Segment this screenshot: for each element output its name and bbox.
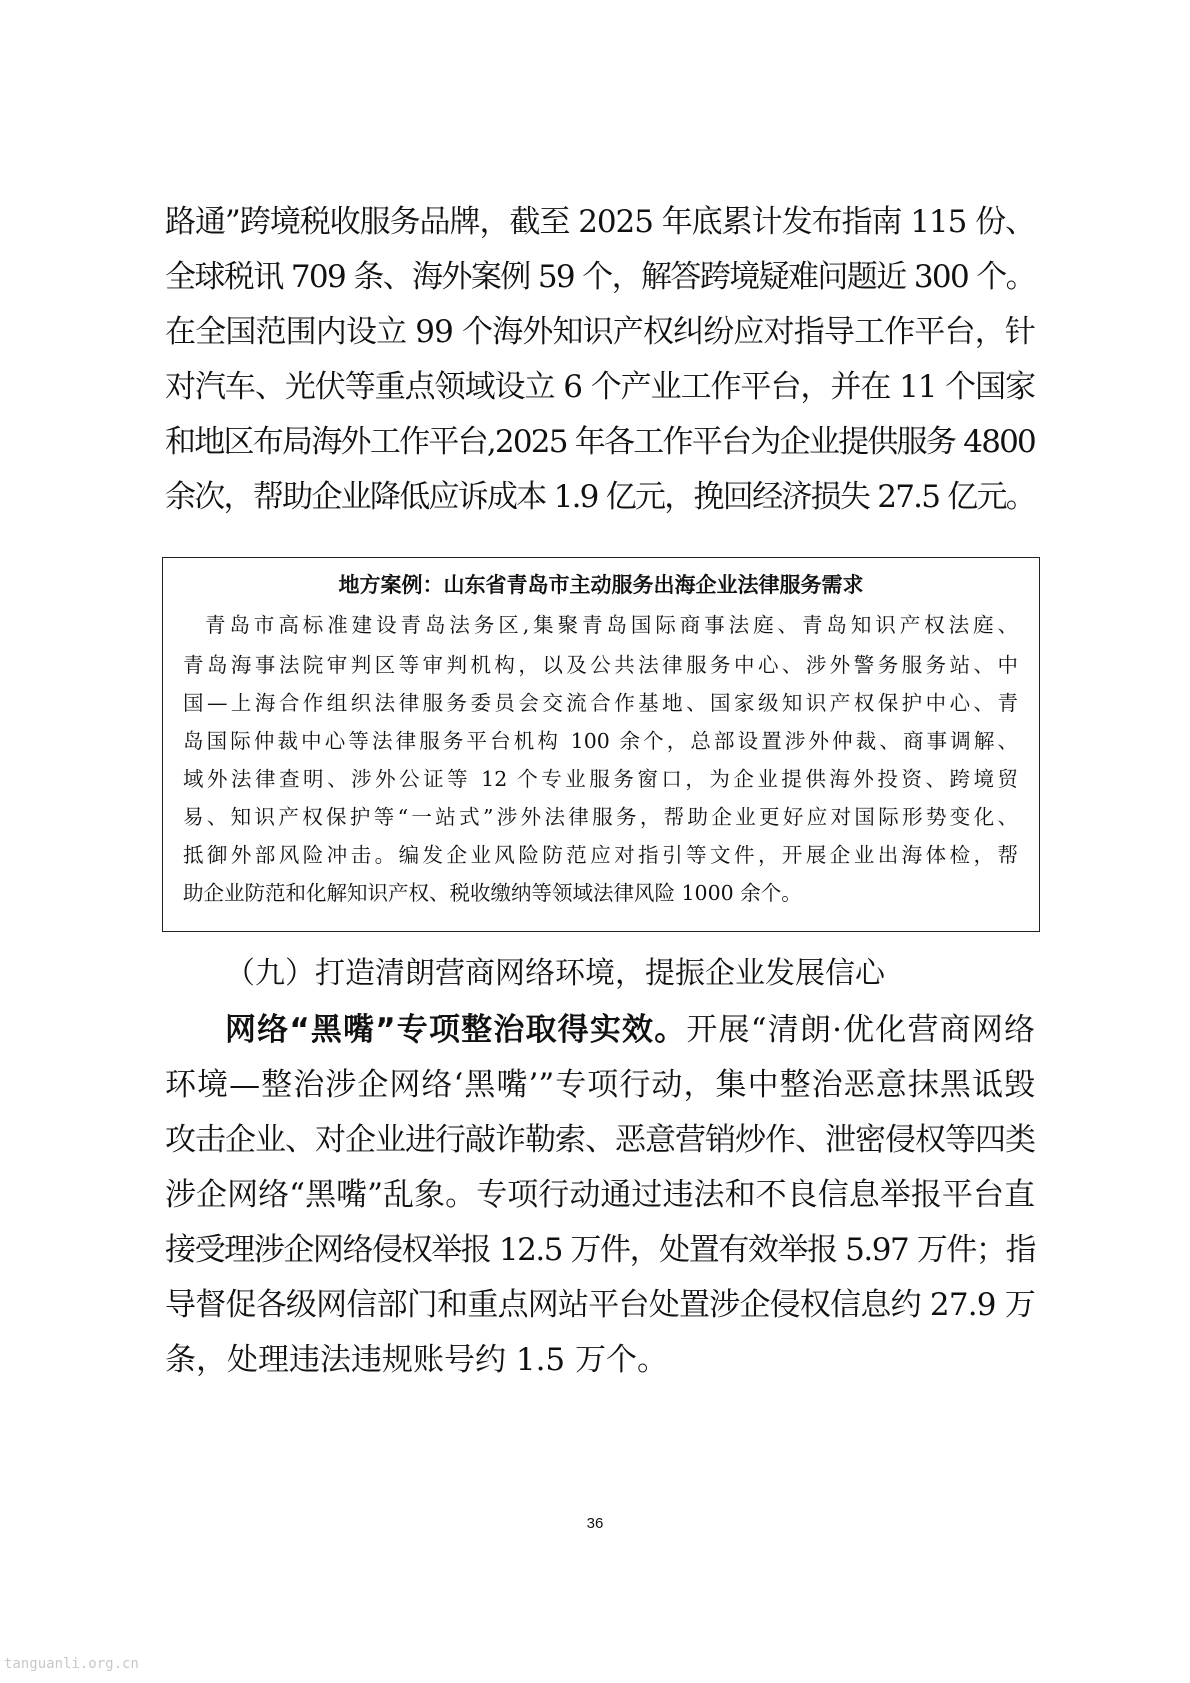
case-box-line: 青岛市高标准建设青岛法务区,集聚青岛国际商事法庭、青岛知识产权法庭、 [205,613,1018,637]
lead-bold-text: 网络“黑嘴”专项整治取得实效。 [225,1012,687,1048]
paragraph-line: 对汽车、光伏等重点领域设立 6 个产业工作平台，并在 11 个国家 [165,369,1035,405]
paragraph-line: 攻击企业、对企业进行敲诈勒索、恶意营销炒作、泄密侵权等四类 [165,1122,1035,1158]
paragraph-line: 和地区布局海外工作平台,2025 年各工作平台为企业提供服务 4800 [165,424,1035,460]
paragraph-line: 环境—整治涉企网络‘黑嘴’”专项行动，集中整治恶意抹黑诋毁 [165,1067,1035,1103]
case-box-line: 助企业防范和化解知识产权、税收缴纳等领域法律风险 1000 余个。 [183,881,802,905]
case-box-line: 青岛海事法院审判区等审判机构，以及公共法律服务中心、涉外警务服务站、中 [183,653,1018,677]
case-box-line: 易、知识产权保护等“一站式”涉外法律服务，帮助企业更好应对国际形势变化、 [183,805,1018,829]
first-line-rest: 开展“清朗·优化营商网络 [686,1012,1035,1048]
paragraph-line: 导督促各级网信部门和重点网站平台处置涉企侵权信息约 27.9 万 [165,1287,1035,1323]
case-box [162,557,1040,932]
paragraph-line: 路通”跨境税收服务品牌，截至 2025 年底累计发布指南 115 份、 [165,204,1035,240]
watermark: tanguanli.org.cn [4,1656,139,1672]
case-box-line: 抵御外部风险冲击。编发企业风险防范应对指引等文件，开展企业出海体检，帮 [183,843,1018,867]
section-heading: （九）打造清朗营商网络环境，提振企业发展信心 [225,956,885,991]
paragraph-line: 接受理涉企网络侵权举报 12.5 万件，处置有效举报 5.97 万件；指 [165,1232,1035,1268]
case-box-title: 地方案例：山东省青岛市主动服务出海企业法律服务需求 [338,573,864,597]
paragraph-line: 在全国范围内设立 99 个海外知识产权纠纷应对指导工作平台，针 [165,314,1035,350]
paragraph-line: 全球税讯 709 条、海外案例 59 个，解答跨境疑难问题近 300 个。 [165,259,1035,295]
paragraph-line: 余次，帮助企业降低应诉成本 1.9 亿元，挽回经济损失 27.5 亿元。 [165,479,1035,515]
page-number: 36 [586,1515,604,1532]
paragraph-line: 条，处理违法违规账号约 1.5 万个。 [165,1342,669,1378]
case-box-line: 域外法律查明、涉外公证等 12 个专业服务窗口，为企业提供海外投资、跨境贸 [183,767,1018,791]
case-box-line: 国—上海合作组织法律服务委员会交流合作基地、国家级知识产权保护中心、青 [183,691,1018,715]
paragraph-line [225,1010,1035,1050]
case-box-line: 岛国际仲裁中心等法律服务平台机构 100 余个，总部设置涉外仲裁、商事调解、 [183,729,1018,753]
paragraph-line: 涉企网络“黑嘴”乱象。专项行动通过违法和不良信息举报平台直 [165,1177,1035,1213]
